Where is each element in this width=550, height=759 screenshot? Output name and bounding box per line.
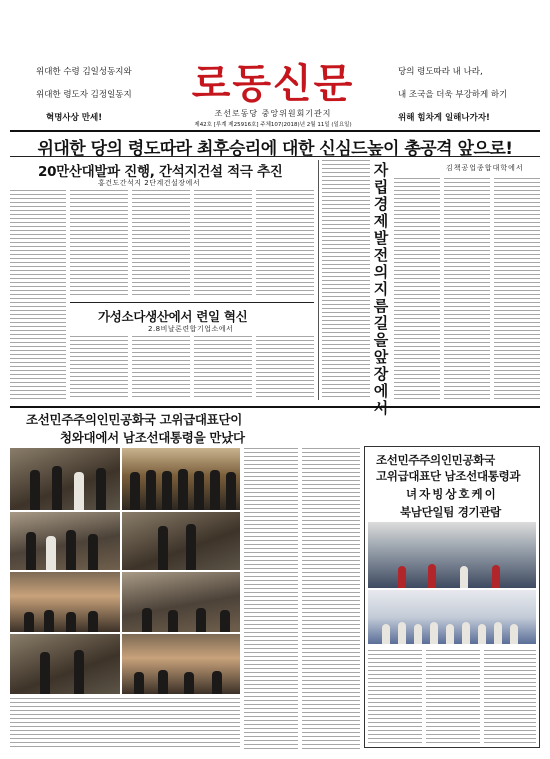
photo-unified-team: [368, 590, 536, 644]
photo-ice-hockey-game: [368, 522, 536, 588]
article3-column-2: [394, 178, 440, 400]
article4-caption-text: [10, 698, 240, 750]
main-headline: 위대한 당의 령도따라 최후승리에 대한 신심드높이 총공격 앞으로!: [37, 139, 513, 159]
article5-title-line4: 북남단일팀 경기관람: [400, 505, 501, 519]
article4-column-1: [244, 448, 298, 750]
article5-column-2: [426, 650, 480, 744]
photo-letter-handover: [10, 634, 120, 694]
article2-column-3: [194, 336, 252, 400]
article1-divider: [70, 302, 314, 303]
slogan-right-2: 내 조국을 더욱 부강하게 하기: [398, 90, 508, 100]
article1-column-1: [10, 190, 66, 400]
photo-greeting-line: [10, 512, 120, 570]
article5-title-line2: 고위급대표단 남조선대통령과: [376, 469, 521, 483]
article3-vertical-title: 자립경제발전의 지름길을 앞장에서: [373, 161, 389, 417]
article5-title-line3: 녀자빙상호케이: [406, 487, 498, 501]
article4-title-line1: 조선민주주의인민공화국 고위급대표단이: [26, 412, 243, 427]
photo-handshake: [122, 512, 240, 570]
article3-byline: 김책공업종합대학에서: [446, 164, 524, 172]
article5-column-1: [368, 650, 422, 744]
slogan-right-3: 위해 힘차게 일해나가자!: [398, 113, 490, 123]
article2-column-2: [132, 336, 190, 400]
masthead-title: 로동신문: [191, 60, 355, 107]
slogan-left-1: 위대한 수령 김일성동지와: [36, 67, 132, 77]
photo-luncheon: [122, 634, 240, 694]
article5-title-line1: 조선민주주의인민공화국: [376, 453, 495, 467]
article2-subtitle: 2.8비날론련합기업소에서: [148, 325, 234, 333]
article1-subtitle: 홍건도간석지 2단계건설장에서: [98, 179, 201, 187]
slogan-right-1: 당의 령도따라 내 나라,: [398, 67, 483, 77]
slogan-left-3: 혁명사상 만세!: [46, 113, 103, 123]
column-divider: [318, 160, 319, 400]
photo-delegation-group: [122, 448, 240, 510]
slogan-left-2: 위대한 령도자 김정일동지: [36, 90, 132, 100]
photo-conference-table: [10, 572, 120, 632]
article2-title: 가성소다생산에서 련일 혁신: [98, 309, 248, 324]
article3-column-1: [322, 160, 370, 400]
article3-column-3: [444, 178, 490, 400]
article2-column-1: [70, 336, 128, 400]
issue-line: 제42호 [루계 제25916호] 주체107(2018)년 2월 11일 (일요일): [194, 122, 352, 128]
lower-section-rule: [10, 406, 540, 408]
masthead-rule: [10, 130, 540, 132]
photo-meeting-arrival: [10, 448, 120, 510]
article1-column-2: [70, 190, 128, 298]
article2-column-4: [256, 336, 314, 400]
article5-column-3: [484, 650, 536, 744]
photo-talks: [122, 572, 240, 632]
masthead-publisher: 조선로동당 중앙위원회기관지: [214, 109, 332, 118]
article4-column-2: [302, 448, 360, 750]
headline-rule: [10, 156, 540, 157]
article4-title-line2: 청와대에서 남조선대통령을 만났다: [60, 430, 245, 445]
article1-column-3: [132, 190, 190, 298]
article1-column-4: [194, 190, 252, 298]
article1-column-5: [256, 190, 314, 298]
article1-title: 20만산대발파 진행, 간석지건설 적극 추진: [38, 164, 283, 180]
article3-column-4: [494, 178, 540, 400]
